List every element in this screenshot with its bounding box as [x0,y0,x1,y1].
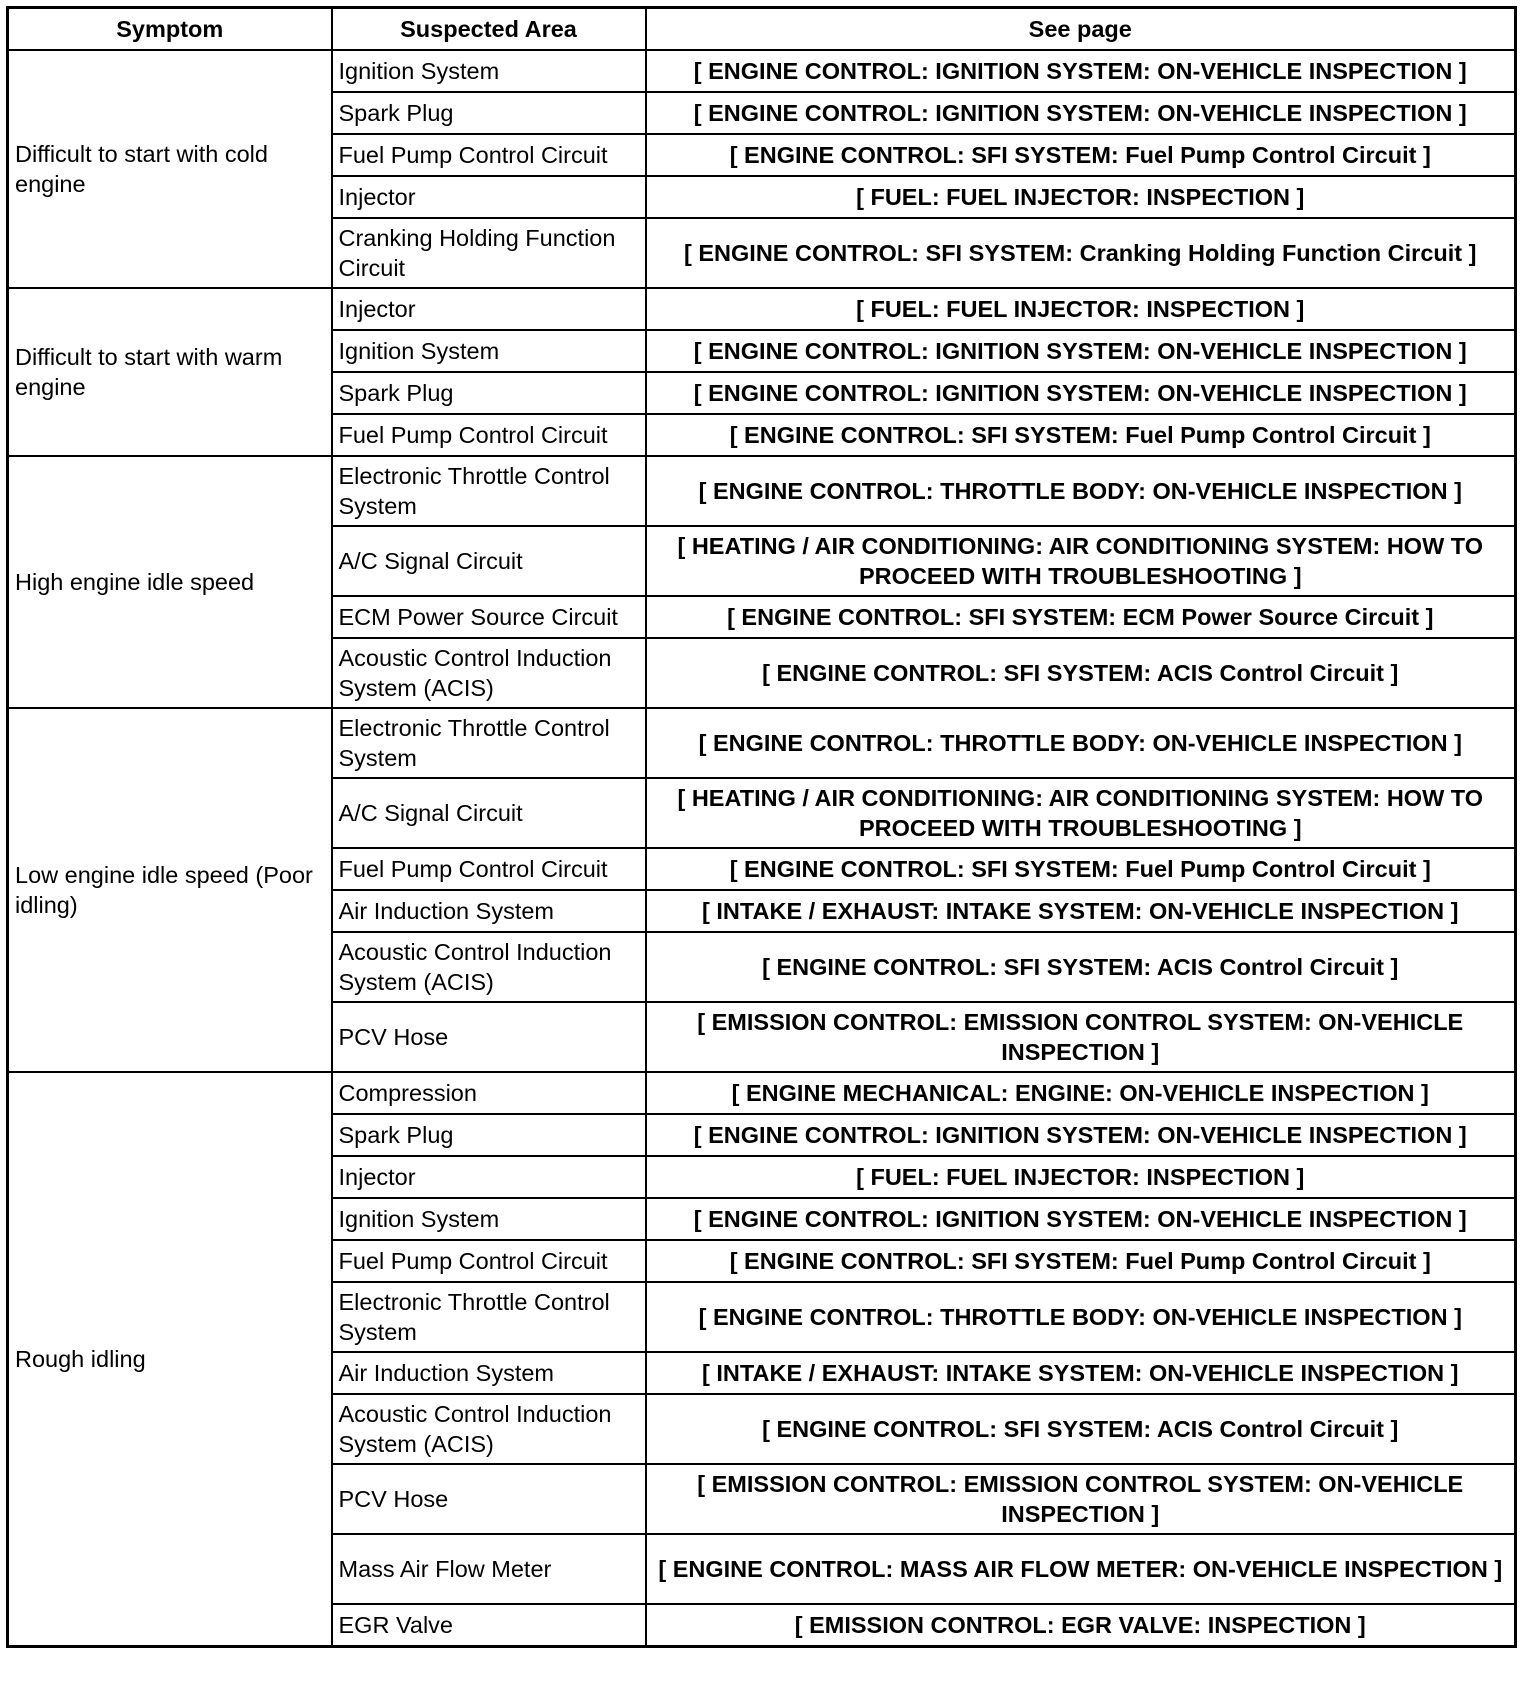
see-page-link[interactable]: [ ENGINE CONTROL: SFI SYSTEM: ACIS Control Circuit ] [646,1394,1516,1464]
see-page-link[interactable]: [ ENGINE CONTROL: MASS AIR FLOW METER: ON-VEHICLE INSPECTION ] [646,1534,1516,1604]
see-page-link[interactable]: [ ENGINE CONTROL: SFI SYSTEM: Fuel Pump Control Circuit ] [646,134,1516,176]
see-page-link[interactable]: [ ENGINE CONTROL: IGNITION SYSTEM: ON-VEHICLE INSPECTION ] [646,50,1516,92]
symptom-cell: Difficult to start with warm engine [8,288,332,456]
suspected-area-cell: EGR Valve [332,1604,646,1647]
troubleshooting-table [6,6,1517,1648]
suspected-area-cell: Ignition System [332,330,646,372]
suspected-area-cell: PCV Hose [332,1464,646,1534]
suspected-area-cell: Electronic Throttle Control System [332,708,646,778]
see-page-link[interactable]: [ ENGINE CONTROL: SFI SYSTEM: Fuel Pump Control Circuit ] [646,414,1516,456]
see-page-link[interactable]: [ ENGINE CONTROL: SFI SYSTEM: ECM Power Source Circuit ] [646,596,1516,638]
suspected-area-cell: Air Induction System [332,890,646,932]
see-page-link[interactable]: [ ENGINE CONTROL: IGNITION SYSTEM: ON-VEHICLE INSPECTION ] [646,92,1516,134]
suspected-area-cell: Injector [332,288,646,330]
suspected-area-cell: Spark Plug [332,372,646,414]
suspected-area-cell: Fuel Pump Control Circuit [332,414,646,456]
table-row [8,456,1516,526]
see-page-link[interactable]: [ EMISSION CONTROL: EGR VALVE: INSPECTION ] [646,1604,1516,1647]
symptom-cell: Low engine idle speed (Poor idling) [8,708,332,1072]
suspected-area-cell: Acoustic Control Induction System (ACIS) [332,638,646,708]
header-row [8,8,1516,51]
suspected-area-cell: Fuel Pump Control Circuit [332,134,646,176]
suspected-area-cell: Injector [332,1156,646,1198]
suspected-area-cell: Spark Plug [332,92,646,134]
see-page-link[interactable]: [ EMISSION CONTROL: EMISSION CONTROL SYSTEM: ON-VEHICLE INSPECTION ] [646,1002,1516,1072]
suspected-area-cell: ECM Power Source Circuit [332,596,646,638]
see-page-link[interactable]: [ ENGINE CONTROL: THROTTLE BODY: ON-VEHICLE INSPECTION ] [646,1282,1516,1352]
table-row [8,288,1516,330]
suspected-area-cell: Fuel Pump Control Circuit [332,1240,646,1282]
suspected-area-cell: Electronic Throttle Control System [332,456,646,526]
symptom-cell: Rough idling [8,1072,332,1647]
suspected-area-cell: Ignition System [332,50,646,92]
see-page-link[interactable]: [ ENGINE CONTROL: IGNITION SYSTEM: ON-VEHICLE INSPECTION ] [646,1114,1516,1156]
suspected-area-cell: Acoustic Control Induction System (ACIS) [332,932,646,1002]
table-row [8,50,1516,92]
table-row [8,1072,1516,1114]
see-page-link[interactable]: [ FUEL: FUEL INJECTOR: INSPECTION ] [646,176,1516,218]
suspected-area-cell: Fuel Pump Control Circuit [332,848,646,890]
see-page-link[interactable]: [ INTAKE / EXHAUST: INTAKE SYSTEM: ON-VEHICLE INSPECTION ] [646,890,1516,932]
see-page-link[interactable]: [ ENGINE CONTROL: IGNITION SYSTEM: ON-VEHICLE INSPECTION ] [646,330,1516,372]
header-symptom: Symptom [8,8,332,51]
see-page-link[interactable]: [ HEATING / AIR CONDITIONING: AIR CONDITIONING SYSTEM: HOW TO PROCEED WITH TROUBLESHOOTING ] [646,526,1516,596]
symptom-cell: High engine idle speed [8,456,332,708]
see-page-link[interactable]: [ ENGINE CONTROL: THROTTLE BODY: ON-VEHICLE INSPECTION ] [646,456,1516,526]
see-page-link[interactable]: [ ENGINE MECHANICAL: ENGINE: ON-VEHICLE INSPECTION ] [646,1072,1516,1114]
suspected-area-cell: PCV Hose [332,1002,646,1072]
header-suspected-area: Suspected Area [332,8,646,51]
suspected-area-cell: Ignition System [332,1198,646,1240]
see-page-link[interactable]: [ EMISSION CONTROL: EMISSION CONTROL SYSTEM: ON-VEHICLE INSPECTION ] [646,1464,1516,1534]
see-page-link[interactable]: [ ENGINE CONTROL: SFI SYSTEM: ACIS Control Circuit ] [646,638,1516,708]
see-page-link[interactable]: [ INTAKE / EXHAUST: INTAKE SYSTEM: ON-VEHICLE INSPECTION ] [646,1352,1516,1394]
suspected-area-cell: Cranking Holding Function Circuit [332,218,646,288]
see-page-link[interactable]: [ ENGINE CONTROL: IGNITION SYSTEM: ON-VEHICLE INSPECTION ] [646,372,1516,414]
table-row [8,708,1516,778]
suspected-area-cell: Compression [332,1072,646,1114]
see-page-link[interactable]: [ HEATING / AIR CONDITIONING: AIR CONDITIONING SYSTEM: HOW TO PROCEED WITH TROUBLESHOOTING ] [646,778,1516,848]
see-page-link[interactable]: [ ENGINE CONTROL: SFI SYSTEM: Fuel Pump Control Circuit ] [646,1240,1516,1282]
suspected-area-cell: Spark Plug [332,1114,646,1156]
see-page-link[interactable]: [ ENGINE CONTROL: SFI SYSTEM: ACIS Control Circuit ] [646,932,1516,1002]
suspected-area-cell: Air Induction System [332,1352,646,1394]
symptom-cell: Difficult to start with cold engine [8,50,332,288]
suspected-area-cell: Acoustic Control Induction System (ACIS) [332,1394,646,1464]
suspected-area-cell: A/C Signal Circuit [332,526,646,596]
see-page-link[interactable]: [ ENGINE CONTROL: SFI SYSTEM: Fuel Pump Control Circuit ] [646,848,1516,890]
suspected-area-cell: Mass Air Flow Meter [332,1534,646,1604]
suspected-area-cell: Injector [332,176,646,218]
header-see-page: See page [646,8,1516,51]
see-page-link[interactable]: [ ENGINE CONTROL: IGNITION SYSTEM: ON-VEHICLE INSPECTION ] [646,1198,1516,1240]
see-page-link[interactable]: [ ENGINE CONTROL: THROTTLE BODY: ON-VEHICLE INSPECTION ] [646,708,1516,778]
suspected-area-cell: A/C Signal Circuit [332,778,646,848]
see-page-link[interactable]: [ FUEL: FUEL INJECTOR: INSPECTION ] [646,288,1516,330]
see-page-link[interactable]: [ ENGINE CONTROL: SFI SYSTEM: Cranking Holding Function Circuit ] [646,218,1516,288]
see-page-link[interactable]: [ FUEL: FUEL INJECTOR: INSPECTION ] [646,1156,1516,1198]
suspected-area-cell: Electronic Throttle Control System [332,1282,646,1352]
